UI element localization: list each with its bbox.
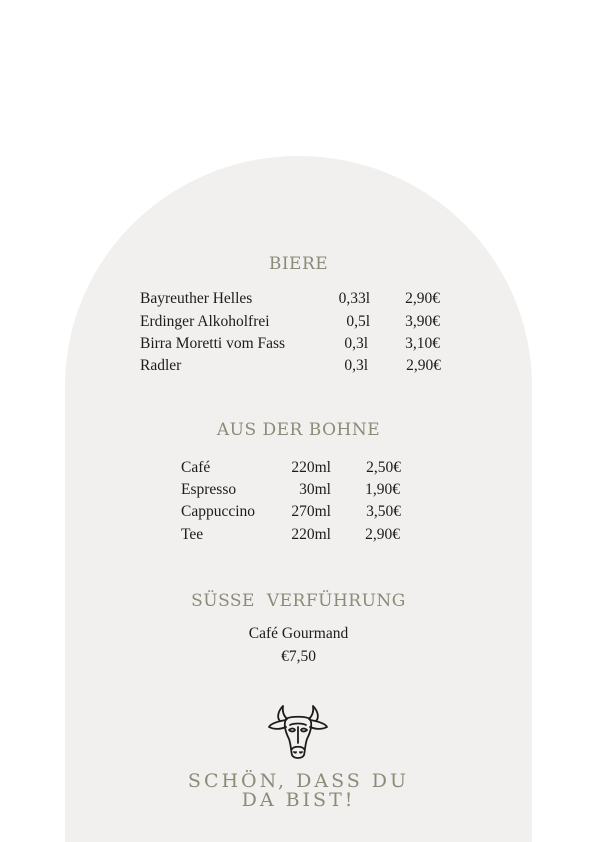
item-price: 2,90€ [365, 526, 400, 543]
item-name: Erdinger Alkoholfrei [140, 313, 270, 330]
dessert-price: €7,50 [281, 648, 316, 665]
item-price: 3,90€ [405, 313, 440, 330]
item-volume: 0,3l [344, 335, 368, 352]
bull-head-icon [266, 703, 330, 763]
menu-row [181, 481, 402, 501]
item-name: Bayreuther Helles [140, 290, 253, 307]
item-name: Birra Moretti vom Fass [140, 335, 286, 352]
menu-row [181, 503, 402, 523]
item-name: Cappuccino [181, 503, 256, 520]
menu-row [181, 459, 402, 479]
item-name: Espresso [181, 481, 237, 498]
slogan-line-2: DA BIST! [241, 789, 356, 811]
menu-row [140, 335, 442, 355]
item-volume: 0,5l [346, 313, 370, 330]
item-name: Café [181, 459, 211, 476]
item-price: 2,90€ [405, 290, 440, 307]
section-title-biere: BIERE [268, 254, 329, 274]
item-price: 1,90€ [365, 481, 400, 498]
section-title-bohne: AUS DER BOHNE [216, 420, 381, 440]
menu-row [140, 357, 442, 377]
item-price: 3,50€ [366, 503, 401, 520]
slogan-line-1: SCHÖN, DASS DU [187, 770, 410, 792]
menu-row [140, 290, 442, 310]
dessert-name: Café Gourmand [248, 625, 349, 642]
item-volume: 220ml [291, 459, 331, 476]
menu-row [140, 313, 442, 333]
item-volume: 0,3l [344, 357, 368, 374]
item-name: Tee [181, 526, 204, 543]
item-name: Radler [140, 357, 182, 374]
item-volume: 270ml [291, 503, 331, 520]
item-volume: 30ml [299, 481, 331, 498]
item-price: 3,10€ [405, 335, 440, 352]
section-title-suess: SÜSSE VERFÜHRUNG [191, 591, 406, 611]
item-price: 2,50€ [366, 459, 401, 476]
item-volume: 220ml [291, 526, 331, 543]
menu-row [181, 526, 402, 546]
item-price: 2,90€ [406, 357, 441, 374]
item-volume: 0,33l [338, 290, 370, 307]
